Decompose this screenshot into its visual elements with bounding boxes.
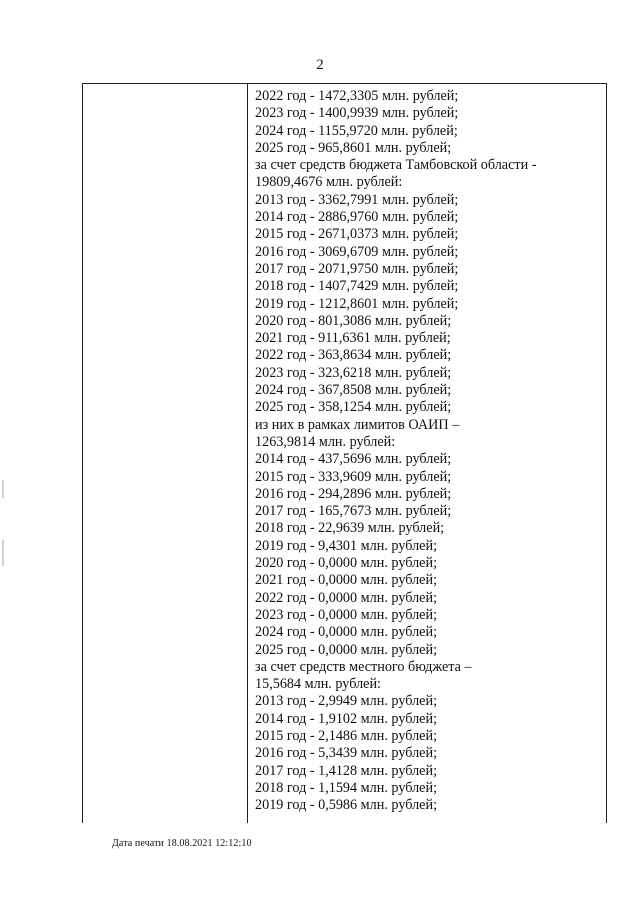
print-date-footer: Дата печати 18.08.2021 12:12:10 xyxy=(112,838,252,849)
table-right-cell xyxy=(255,88,595,814)
table-line: 2017 год - 2071,9750 млн. рублей; xyxy=(255,260,459,277)
table-line: 2023 год - 1400,9939 млн. рублей; xyxy=(255,105,459,122)
table-line: 2015 год - 2671,0373 млн. рублей; xyxy=(255,226,459,243)
table-line: 2017 год - 1,4128 млн. рублей; xyxy=(255,762,438,779)
table-line: 2019 год - 0,5986 млн. рублей; xyxy=(255,797,438,814)
table-line: за счет средств бюджета Тамбовской области - xyxy=(255,157,537,174)
table-line: за счет средств местного бюджета – xyxy=(255,658,472,675)
table-line: 2018 год - 22,9639 млн. рублей; xyxy=(255,520,445,537)
table-column-divider xyxy=(247,84,248,823)
table-line: 2018 год - 1407,7429 млн. рублей; xyxy=(255,278,459,295)
table-line: из них в рамках лимитов ОАИП – xyxy=(255,416,460,433)
table-line: 2014 год - 437,5696 млн. рублей; xyxy=(255,451,452,468)
table-left-cell xyxy=(83,84,247,823)
table-line: 2020 год - 0,0000 млн. рублей; xyxy=(255,555,438,572)
table-line: 2023 год - 0,0000 млн. рублей; xyxy=(255,606,438,623)
table-line: 2019 год - 1212,8601 млн. рублей; xyxy=(255,295,459,312)
table-line: 2025 год - 965,8601 млн. рублей; xyxy=(255,139,452,156)
financing-table xyxy=(82,83,607,823)
table-line: 15,5684 млн. рублей: xyxy=(255,676,381,693)
table-line: 2021 год - 0,0000 млн. рублей; xyxy=(255,572,438,589)
table-line: 2021 год - 911,6361 млн. рублей; xyxy=(255,330,451,347)
table-line: 2013 год - 2,9949 млн. рублей; xyxy=(255,693,438,710)
table-line: 2014 год - 2886,9760 млн. рублей; xyxy=(255,209,459,226)
table-line: 2025 год - 0,0000 млн. рублей; xyxy=(255,641,438,658)
table-line: 2022 год - 0,0000 млн. рублей; xyxy=(255,589,438,606)
table-line: 2022 год - 363,8634 млн. рублей; xyxy=(255,347,452,364)
scan-margin-mark xyxy=(2,480,4,498)
table-line: 2024 год - 367,8508 млн. рублей; xyxy=(255,382,452,399)
table-line: 2014 год - 1,9102 млн. рублей; xyxy=(255,710,438,727)
table-line: 2013 год - 3362,7991 млн. рублей; xyxy=(255,191,459,208)
table-line: 2024 год - 0,0000 млн. рублей; xyxy=(255,624,438,641)
table-line: 2016 год - 294,2896 млн. рублей; xyxy=(255,485,452,502)
table-line: 2017 год - 165,7673 млн. рублей; xyxy=(255,503,452,520)
page-number: 2 xyxy=(316,57,324,73)
table-line: 2023 год - 323,6218 млн. рублей; xyxy=(255,364,452,381)
table-line: 19809,4676 млн. рублей: xyxy=(255,174,403,191)
table-line: 2020 год - 801,3086 млн. рублей; xyxy=(255,312,452,329)
table-line: 2024 год - 1155,9720 млн. рублей; xyxy=(255,122,458,139)
table-line: 2015 год - 2,1486 млн. рублей; xyxy=(255,727,438,744)
table-line: 2015 год - 333,9609 млн. рублей; xyxy=(255,468,452,485)
table-line: 2018 год - 1,1594 млн. рублей; xyxy=(255,779,438,796)
table-line: 2025 год - 358,1254 млн. рублей; xyxy=(255,399,452,416)
table-line: 1263,9814 млн. рублей: xyxy=(255,433,396,450)
table-line: 2022 год - 1472,3305 млн. рублей; xyxy=(255,88,459,104)
table-line: 2019 год - 9,4301 млн. рублей; xyxy=(255,537,438,554)
scan-margin-mark xyxy=(2,540,4,566)
table-line: 2016 год - 5,3439 млн. рублей; xyxy=(255,745,438,762)
table-line: 2016 год - 3069,6709 млн. рублей; xyxy=(255,243,459,260)
